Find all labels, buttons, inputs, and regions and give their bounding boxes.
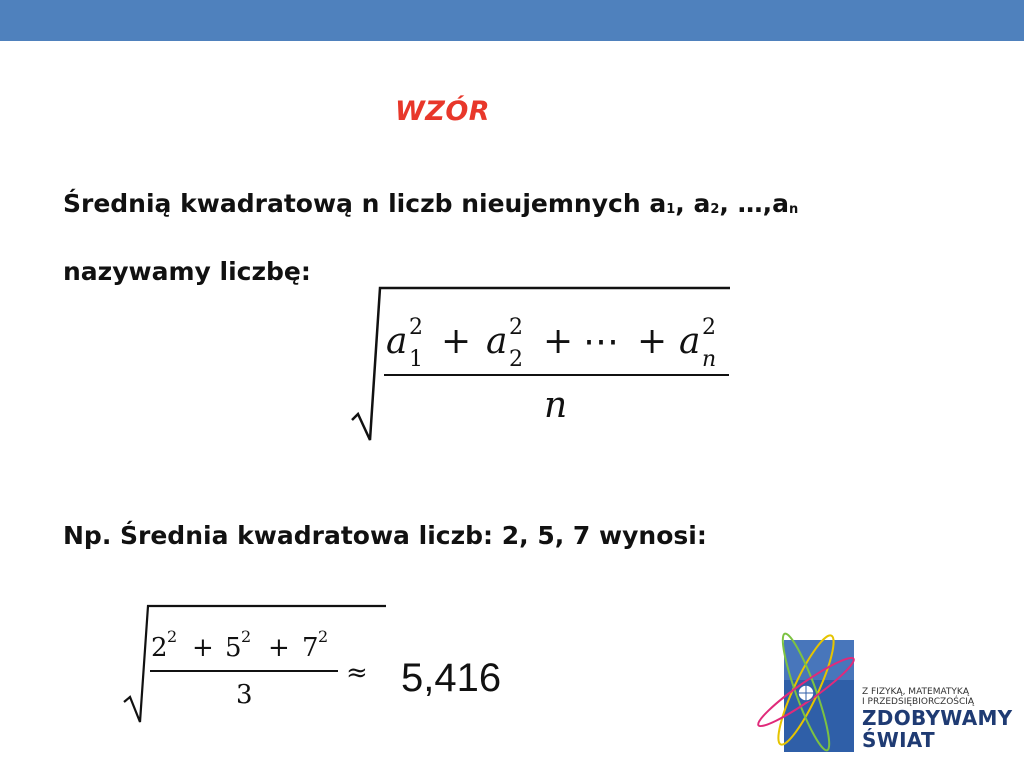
dots: ⋯ (583, 321, 619, 362)
exp-n: 2 (702, 315, 716, 340)
subscript-n: n (788, 202, 799, 217)
example-result: 5,416 (401, 656, 502, 700)
denominator-3: 3 (236, 680, 253, 710)
radical-sign-general (352, 288, 730, 440)
logo-line-4: ŚWIAT (862, 728, 935, 752)
logo-line-3: ZDOBYWAMY (862, 706, 1013, 730)
exp-b2: 2 (241, 627, 252, 646)
definition-text: Średnią kwadratową n liczb nieujemnych (63, 189, 650, 218)
sub-2: 2 (509, 347, 523, 372)
plus-ex-2: + (268, 633, 290, 663)
logo-orbit-green (775, 630, 836, 753)
logo-line-2: I PRZEDSIĘBIORCZOŚCIĄ (862, 697, 975, 707)
slide-title: WZÓR (395, 96, 491, 127)
example-text: Np. Średnia kwadratowa liczb: 2, 5, 7 wynosi: (63, 521, 707, 550)
plus-3: + (637, 321, 668, 362)
sub-n: n (702, 347, 717, 372)
subscript-2: 2 (710, 202, 720, 217)
logo-orbit-yellow (770, 631, 842, 750)
var-a-n: a (772, 189, 789, 218)
var-a-2: a (693, 189, 711, 218)
general-formula (352, 288, 730, 440)
term-a1: a (386, 321, 408, 362)
logo-panel-shade (784, 640, 854, 680)
term-an: a (679, 321, 701, 362)
base-7: 7 (302, 633, 319, 663)
exp-1: 2 (409, 315, 423, 340)
term-a2: a (486, 321, 508, 362)
exp-2: 2 (509, 315, 523, 340)
base-5: 5 (225, 633, 242, 663)
subscript-1: 1 (666, 202, 676, 217)
var-a-1: a (649, 189, 667, 218)
definition-line-2: nazywamy liczbę: (63, 257, 311, 286)
sub-1: 1 (409, 347, 423, 372)
exp-b3: 2 (318, 627, 329, 646)
logo-line-1: Z FIZYKĄ, MATEMATYKĄ (862, 687, 969, 697)
logo-orbit-magenta (753, 651, 858, 732)
separator-1: , (675, 189, 694, 218)
example-formula (124, 606, 386, 722)
globe-orbit-icon (798, 685, 814, 701)
radical-sign-example (124, 606, 386, 722)
logo-blue-panel (784, 640, 854, 752)
definition-line-1 (63, 189, 798, 218)
denominator-n: n (544, 385, 568, 426)
plus-1: + (441, 321, 472, 362)
base-2: 2 (151, 633, 168, 663)
logo-text (862, 687, 1012, 751)
plus-2: + (543, 321, 574, 362)
header-bar (0, 0, 1024, 41)
approx-sign: ≈ (346, 658, 368, 688)
plus-ex-1: + (192, 633, 214, 663)
separator-2: , …, (719, 189, 773, 218)
logo-graphic (753, 630, 858, 753)
exp-b1: 2 (167, 627, 178, 646)
